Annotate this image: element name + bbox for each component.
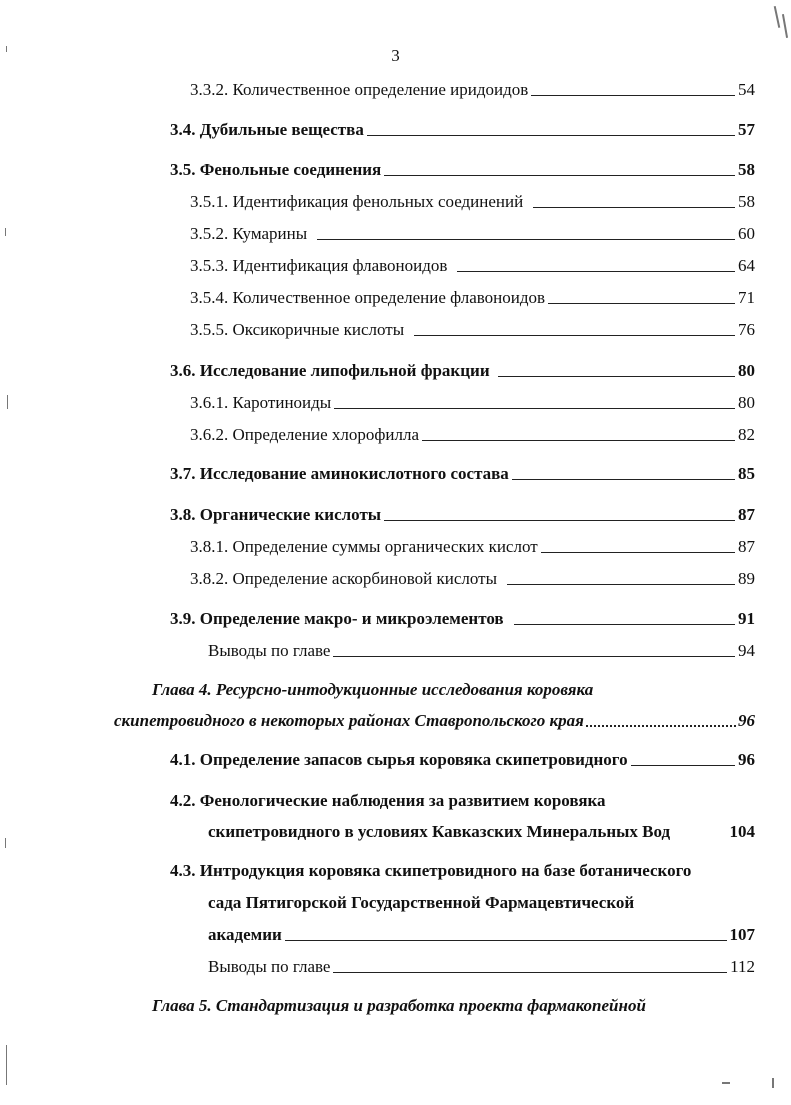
toc-entry-title: 3.5.3. Идентификация флавоноидов xyxy=(190,256,448,275)
toc-entry xyxy=(170,749,755,771)
toc-entry-title: Выводы по главе xyxy=(208,641,331,660)
leader-line xyxy=(422,439,735,441)
toc-entry-title: 3.6.2. Определение хлорофилла xyxy=(190,425,420,444)
toc-entry xyxy=(208,821,755,843)
toc-entry xyxy=(190,319,755,341)
toc-entry-title: 3.9. Определение макро- и микроэлементов xyxy=(170,609,504,628)
toc-entry-title: 3.6. Исследование липофильной фракции xyxy=(170,361,490,380)
toc-entry-title: сада Пятигорской Государственной Фармацевтической xyxy=(208,893,635,912)
toc-entry-page: 94 xyxy=(738,641,755,660)
toc-entry xyxy=(190,79,755,101)
toc-entry-title: 3.5.5. Оксикоричные кислоты xyxy=(190,320,405,339)
toc-entry xyxy=(190,424,755,446)
toc-entry xyxy=(170,608,755,630)
leader-line xyxy=(285,939,727,941)
leader-line xyxy=(541,551,735,553)
toc-entry-page: 87 xyxy=(738,505,755,524)
toc-entry-title: академии xyxy=(208,925,282,944)
toc-entry-page: 107 xyxy=(729,925,755,944)
leader-line xyxy=(384,174,735,176)
toc-entry xyxy=(190,255,755,277)
toc-entry xyxy=(208,956,755,978)
leader-line xyxy=(333,655,735,657)
toc-entry-page: 91 xyxy=(738,609,755,628)
leader-line xyxy=(384,519,735,521)
toc-entry-title: 3.3.2. Количественное определение иридоидов xyxy=(190,80,529,99)
toc-entry-page: 85 xyxy=(738,464,755,483)
leader-line xyxy=(512,478,735,480)
toc-entry-page: 89 xyxy=(738,569,755,588)
leader-line xyxy=(367,134,735,136)
toc-entry-page: 82 xyxy=(738,425,755,444)
toc-entry-page: 60 xyxy=(738,224,755,243)
toc-entry xyxy=(208,640,755,662)
toc-entry-title: скипетровидного в условиях Кавказских Минеральных Вод xyxy=(208,822,671,841)
scan-artifact xyxy=(782,14,788,38)
leader-line xyxy=(334,407,735,409)
toc-entry-page: 80 xyxy=(738,393,755,412)
toc-entry-page: 58 xyxy=(738,192,755,211)
toc-entry-page: 96 xyxy=(738,750,755,769)
toc-entry-title: 3.5. Фенольные соединения xyxy=(170,160,382,179)
toc-entry-page: 96 xyxy=(738,711,755,730)
leader-line xyxy=(414,334,735,336)
toc-entry-title: 3.7. Исследование аминокислотного состава xyxy=(170,464,509,483)
toc-entry xyxy=(170,159,755,181)
toc-entry-title: 3.8. Органические кислоты xyxy=(170,505,382,524)
toc-entry-title: Выводы по главе xyxy=(208,957,331,976)
toc-entry xyxy=(114,710,755,732)
toc-entry-page: 57 xyxy=(738,120,755,139)
toc-entry xyxy=(170,119,755,141)
scan-artifact xyxy=(6,1045,7,1085)
scan-artifact xyxy=(722,1082,730,1084)
scan-artifact xyxy=(772,1078,774,1088)
toc-entry-title: 3.5.2. Кумарины xyxy=(190,224,308,243)
leader-line xyxy=(531,94,735,96)
scan-artifact xyxy=(7,395,8,409)
toc-entry-title: 4.2. Фенологические наблюдения за развитием коровяка xyxy=(170,791,606,810)
toc-entry-title: 3.6.1. Каротиноиды xyxy=(190,393,332,412)
toc-entry-page: 64 xyxy=(738,256,755,275)
toc-entry xyxy=(190,287,755,309)
toc-entry-title: скипетровидного в некоторых районах Ставропольского края xyxy=(114,711,584,730)
toc-entry-title: 3.4. Дубильные вещества xyxy=(170,120,364,139)
scan-artifact xyxy=(5,838,6,848)
chapter-heading: Глава 4. Ресурсно-интодукционные исследования коровяка xyxy=(152,680,594,699)
leader-line xyxy=(514,623,735,625)
toc-entry-page: 58 xyxy=(738,160,755,179)
toc-entry-title: 3.8.1. Определение суммы органических кислот xyxy=(190,537,538,556)
chapter-heading: Глава 5. Стандартизация и разработка проекта фармакопейной xyxy=(152,996,646,1015)
toc-entry xyxy=(170,463,755,485)
toc-entry-page: 71 xyxy=(738,288,755,307)
toc-entry-title: 3.5.4. Количественное определение флавоноидов xyxy=(190,288,546,307)
toc-entry xyxy=(170,504,755,526)
toc-entry-title: 4.3. Интродукция коровяка скипетровидного на базе ботанического xyxy=(170,861,692,880)
toc-entry xyxy=(170,360,755,382)
toc-entry-page: 87 xyxy=(738,537,755,556)
leader-line xyxy=(548,302,735,304)
toc-entry xyxy=(190,536,755,558)
leader-line xyxy=(507,583,735,585)
leader-line xyxy=(498,375,735,377)
toc-entry xyxy=(190,568,755,590)
leader-dots xyxy=(586,724,736,727)
leader-line xyxy=(317,238,735,240)
toc-entry-page: 112 xyxy=(730,957,755,976)
leader-line xyxy=(457,270,735,272)
page-number: 3 xyxy=(391,46,400,65)
scan-artifact xyxy=(6,46,7,52)
leader-line xyxy=(333,971,727,973)
toc-entry-page: 54 xyxy=(738,80,755,99)
scan-artifact xyxy=(5,228,6,236)
toc-entry xyxy=(208,924,755,946)
leader-line xyxy=(631,764,735,766)
toc-entry-page: 104 xyxy=(729,822,755,841)
toc-entry-title: 3.8.2. Определение аскорбиновой кислоты xyxy=(190,569,498,588)
toc-entry xyxy=(190,223,755,245)
toc-entry xyxy=(190,392,755,414)
toc-entry-title: 4.1. Определение запасов сырья коровяка скипетровидного xyxy=(170,750,628,769)
toc-entry xyxy=(190,191,755,213)
scan-artifact xyxy=(774,6,780,28)
toc-entry-title: 3.5.1. Идентификация фенольных соединений xyxy=(190,192,524,211)
leader-line xyxy=(533,206,735,208)
toc-entry-page: 80 xyxy=(738,361,755,380)
toc-entry-page: 76 xyxy=(738,320,755,339)
